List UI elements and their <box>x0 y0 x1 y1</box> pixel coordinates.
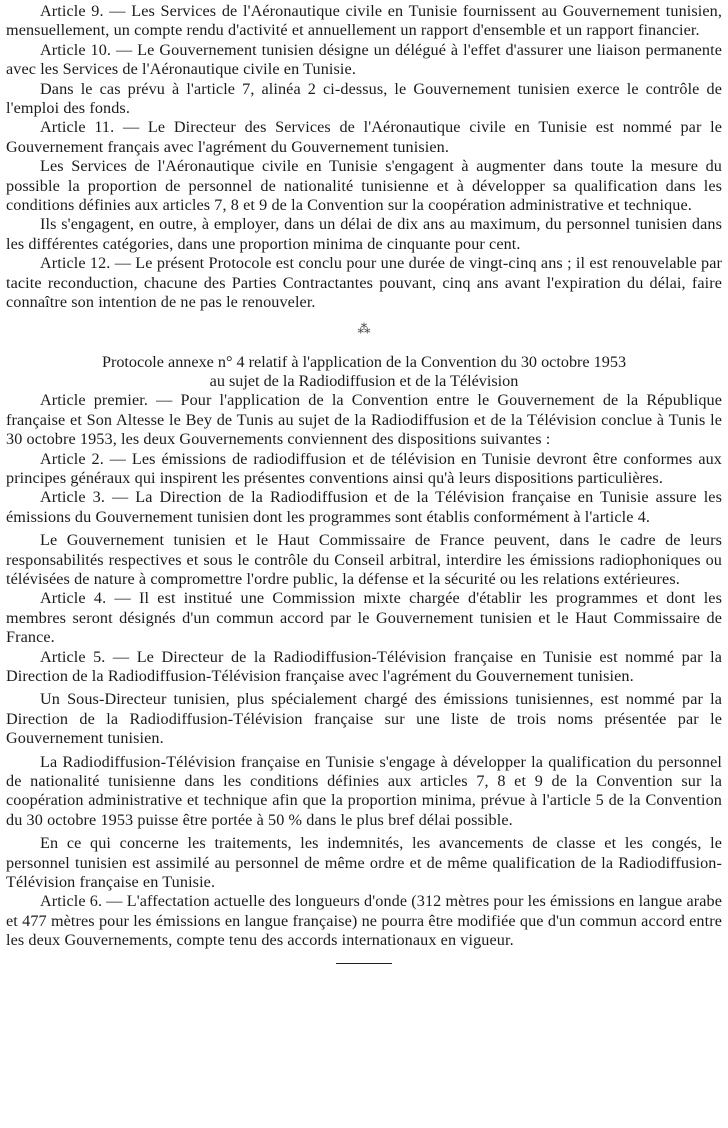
section-separator-ornament: ⁂ <box>357 320 371 336</box>
protocol-title-line-2: au sujet de la Radiodiffusion et de la Télévision <box>209 371 519 390</box>
broadcast-prohibition-paragraph: Le Gouvernement tunisien et le Haut Commissaire de France peuvent, dans le cadre de leurs responsabilités respectives et sous le contrôle du Conseil arbitral, interdire les émissions radiophoniques ou télévisées de nature à compromettre l'ordre public, la défense et la sécurité ou les relations extérieures. <box>6 531 722 588</box>
article-2-paragraph: Article 2. — Les émissions de radiodiffusion et de télévision en Tunisie devront être conformes aux principes généraux qui inspirent les présentes conventions ainsi qu'à leurs dispositions particulières. <box>6 449 722 487</box>
qualification-paragraph: La Radiodiffusion-Télévision française en Tunisie s'engage à développer la qualification du personnel de nationalité tunisienne dans les conditions définies aux articles 7, 8 et 9 de la Convention sur la coopération administrative et technique afin que la proportion minima, prévue à l'article 5 de la Convention du 30 octobre 1953 puisse être portée à 50 % dans le plus bref délai possible. <box>6 752 722 829</box>
article-10-paragraph: Article 10. — Le Gouvernement tunisien désigne un délégué à l'effet d'assurer une liaison permanente avec les Services de l'Aéronautique civile en Tunisie. <box>6 40 722 79</box>
article-premier-paragraph: Article premier. — Pour l'application de la Convention entre le Gouvernement de la République française et Son Altesse le Bey de Tunis au sujet de la Radiodiffusion et de la Télévision conclue à Tunis le 30 octobre 1953, les deux Gouvernements conviennent des dispositions suivantes : <box>6 391 722 449</box>
protocol-title-line-1: Protocole annexe n° 4 relatif à l'application de la Convention du 30 octobre 1953 <box>101 352 627 371</box>
article-12-paragraph: Article 12. — Le présent Protocole est conclu pour une durée de vingt-cinq ans ; il est renouvelable par tacite reconduction, chacune des Parties Contractantes pouvant, cinq ans avant l'expiration du délai, faire connaître son intention de ne pas le renouveler. <box>6 254 722 312</box>
fund-control-paragraph: Dans le cas prévu à l'article 7, alinéa 2 ci-dessus, le Gouvernement tunisien exerce le contrôle de l'emploi des fonds. <box>6 79 722 118</box>
sub-director-paragraph: Un Sous-Directeur tunisien, plus spécialement chargé des émissions tunisiennes, est nommé par la Direction de la Radiodiffusion-Télévision française sur une liste de trois noms présentée par le Gouvernement tunisien. <box>6 690 722 748</box>
document-page <box>6 2 722 964</box>
article-11-paragraph: Article 11. — Le Directeur des Services de l'Aéronautique civile en Tunisie est nommé par le Gouvernement français avec l'agrément du Gouvernement tunisien. <box>6 118 722 156</box>
staff-proportion-paragraph: Les Services de l'Aéronautique civile en Tunisie s'engagent à augmenter dans toute la mesure du possible la proportion de personnel de nationalité tunisienne et à développer sa qualification dans les conditions définies aux articles 7, 8 et 9 de la Convention sur la coopération administrative et technique. <box>6 157 722 215</box>
salaries-paragraph: En ce qui concerne les traitements, les indemnités, les avancements de classe et les congés, le personnel tunisien est assimilé au personnel de même ordre et de même qualification de la Radiodiffusion-Télévision française en Tunisie. <box>6 834 722 892</box>
article-4-paragraph: Article 4. — Il est institué une Commission mixte chargée d'établir les programmes et dont les membres seront désignés d'un commun accord par le Gouvernement tunisien et le Haut Commissaire de France. <box>6 589 722 647</box>
article-5-paragraph: Article 5. — Le Directeur de la Radiodiffusion-Télévision française en Tunisie est nommé par la Direction de la Radiodiffusion-Télévision française avec l'agrément du Gouvernement tunisien. <box>6 647 722 685</box>
article-3-paragraph: Article 3. — La Direction de la Radiodiffusion et de la Télévision française en Tunisie assure les émissions du Gouvernement tunisien dont les programmes sont établis conformément à l'article 4. <box>6 488 722 526</box>
end-rule-divider <box>336 963 392 964</box>
staff-commitment-paragraph: Ils s'engagent, en outre, à employer, dans un délai de dix ans au maximum, du personnel tunisien dans les différentes catégories, dans une proportion minima de cinquante pour cent. <box>6 215 722 253</box>
article-9-paragraph: Article 9. — Les Services de l'Aéronautique civile en Tunisie fournissent au Gouvernement tunisien, mensuellement, un compte rendu d'activité et annuellement un rapport d'ensemble et un rapport financier. <box>6 2 722 40</box>
article-6-paragraph: Article 6. — L'affectation actuelle des longueurs d'onde (312 mètres pour les émissions en langue arabe et 477 mètres pour les émissions en langue française) ne pourra être modifiée que d'un commun accord entre les deux Gouvernements, compte tenu des accords internationaux en vigueur. <box>6 892 723 950</box>
